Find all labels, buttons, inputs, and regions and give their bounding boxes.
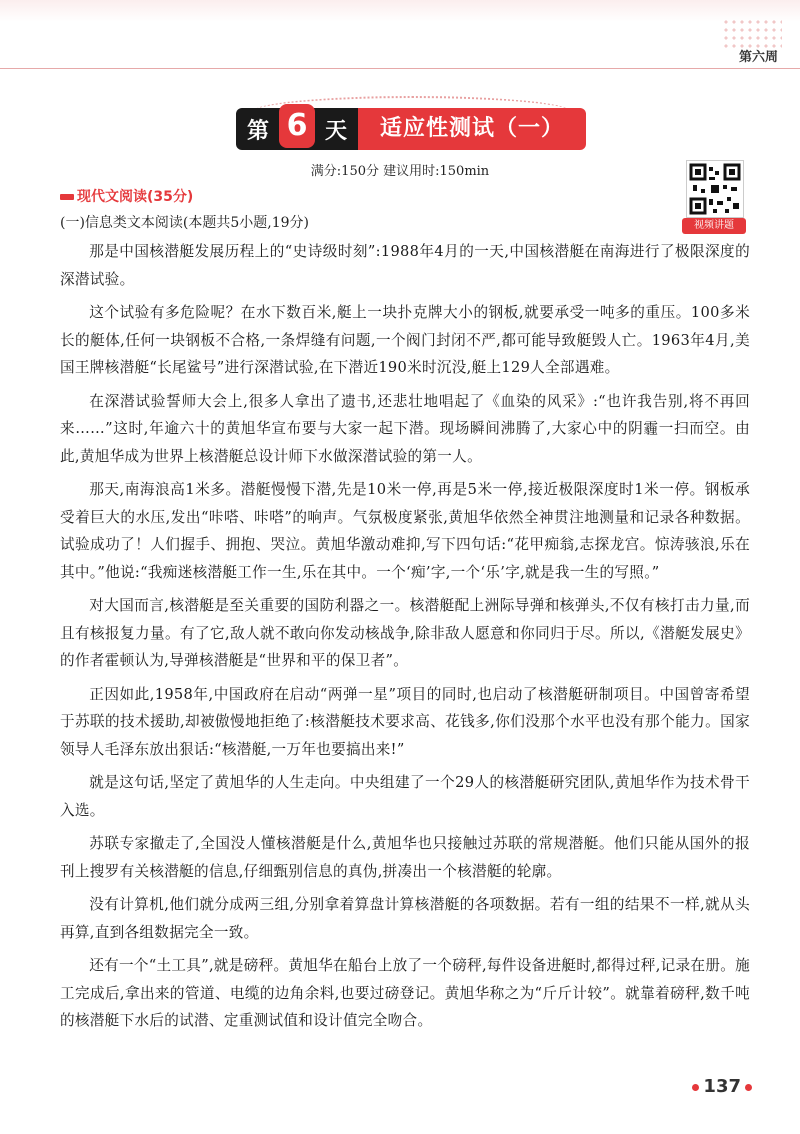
article-body — [60, 238, 750, 1041]
paragraph: 苏联专家撤走了,全国没人懂核潜艇是什么,黄旭华也只接触过苏联的常规潜艇。他们只能从国外的报刊上搜罗有关核潜艇的信息,仔细甄别信息的真伪,拼凑出一个核潜艇的轮廓。 — [60, 835, 750, 880]
header-divider — [0, 68, 800, 69]
day-suffix: 天 — [325, 118, 348, 144]
paragraph: 那天,南海浪高1米多。潜艇慢慢下潜,先是10米一停,再是5米一停,接近极限深度时1米一停。钢板承受着巨大的水压,发出“咔嗒、咔嗒”的响声。气氛极度紧张,黄旭华依然全神贯注地测量和记录各种数据。试验成功了！人们握手、拥抱、哭泣。黄旭华激动难抑,写下四句话:“花甲痴翁,志探龙宫。惊涛骇浪,乐在其中。”他说:“我痴迷核潜艇工作一生,乐在其中。一个‘痴’字,一个‘乐’字,就是我一生的写照。” — [60, 481, 750, 581]
subsection-heading: (一)信息类文本阅读(本题共5小题,19分) — [60, 215, 310, 231]
paragraph: 在深潜试验誓师大会上,很多人拿出了遗书,还悲壮地唱起了《血染的风采》:“也许我告别,将不再回来……”这时,年逾六十的黄旭华宣布要与大家一起下潜。现场瞬间沸腾了,大家心中的阴霾一扫而空。由此,黄旭华成为世界上核潜艇总设计师下水做深潜试验的第一人。 — [60, 392, 750, 465]
header-band — [0, 0, 800, 22]
decorative-dots — [722, 18, 782, 48]
paragraph: 那是中国核潜艇发展历程上的“史诗级时刻”:1988年4月的一天,中国核潜艇在南海进行了极限深度的深潜试验。 — [60, 243, 750, 288]
paragraph: 还有一个“土工具”,就是磅秤。黄旭华在船台上放了一个磅秤,每件设备进艇时,都得过秤,记录在册。施工完成后,拿出来的管道、电缆的边角余料,也要过磅登记。黄旭华称之为“斤斤计较”。就靠着磅秤,数千吨的核潜艇下水后的试潜、定重测试值和设计值完全吻合。 — [60, 957, 751, 1029]
page-number-text: 137 — [703, 1076, 741, 1097]
section-heading — [60, 186, 193, 206]
test-title: 适应性测试（一） — [358, 108, 586, 150]
video-explanation-label[interactable]: 视频讲题 — [682, 218, 746, 234]
day-label — [236, 108, 358, 150]
section-marker — [60, 194, 74, 200]
day-number: 6 — [279, 104, 315, 148]
score-and-time: 满分:150分 建议用时:150min — [310, 164, 490, 179]
lesson-title-banner — [236, 108, 586, 150]
paragraph: 正因如此,1958年,中国政府在启动“两弹一星”项目的同时,也启动了核潜艇研制项目。中国曾寄希望于苏联的技术援助,却被傲慢地拒绝了:核潜艇技术要求高、花钱多,你们没那个水平也没有那个能力。国家领导人毛泽东放出狠话:“核潜艇,一万年也要搞出来!” — [60, 685, 750, 758]
week-label: 第六周 — [738, 50, 778, 65]
page-dot — [745, 1084, 752, 1091]
qr-code-icon[interactable] — [686, 160, 744, 218]
paragraph: 没有计算机,他们就分成两三组,分别拿着算盘计算核潜艇的各项数据。若有一组的结果不一样,就从头再算,直到各组数据完全一致。 — [60, 896, 750, 941]
paragraph: 对大国而言,核潜艇是至关重要的国防利器之一。核潜艇配上洲际导弹和核弹头,不仅有核打击力量,而且有核报复力量。有了它,敌人就不敢向你发动核战争,除非敌人愿意和你同归于尽。所以,《潜艇发展史》的作者霍顿认为,导弹核潜艇是“世界和平的保卫者”。 — [60, 597, 750, 669]
page-dot — [692, 1084, 699, 1091]
paragraph: 这个试验有多危险呢？在水下数百米,艇上一块扑克牌大小的钢板,就要承受一吨多的重压。100多米长的艇体,任何一块钢板不合格,一条焊缝有问题,一个阀门封闭不严,都可能导致艇毁人亡。1963年4月,美国王牌核潜艇“长尾鲨号”进行深潜试验,在下潜近190米时沉没,艇上129人全部遇难。 — [60, 304, 750, 376]
paragraph: 就是这句话,坚定了黄旭华的人生走向。中央组建了一个29人的核潜艇研究团队,黄旭华作为技术骨干入选。 — [60, 774, 750, 819]
day-prefix: 第 — [246, 118, 269, 144]
section-title: 现代文阅读(35分) — [77, 189, 194, 205]
page-number — [688, 1076, 756, 1097]
